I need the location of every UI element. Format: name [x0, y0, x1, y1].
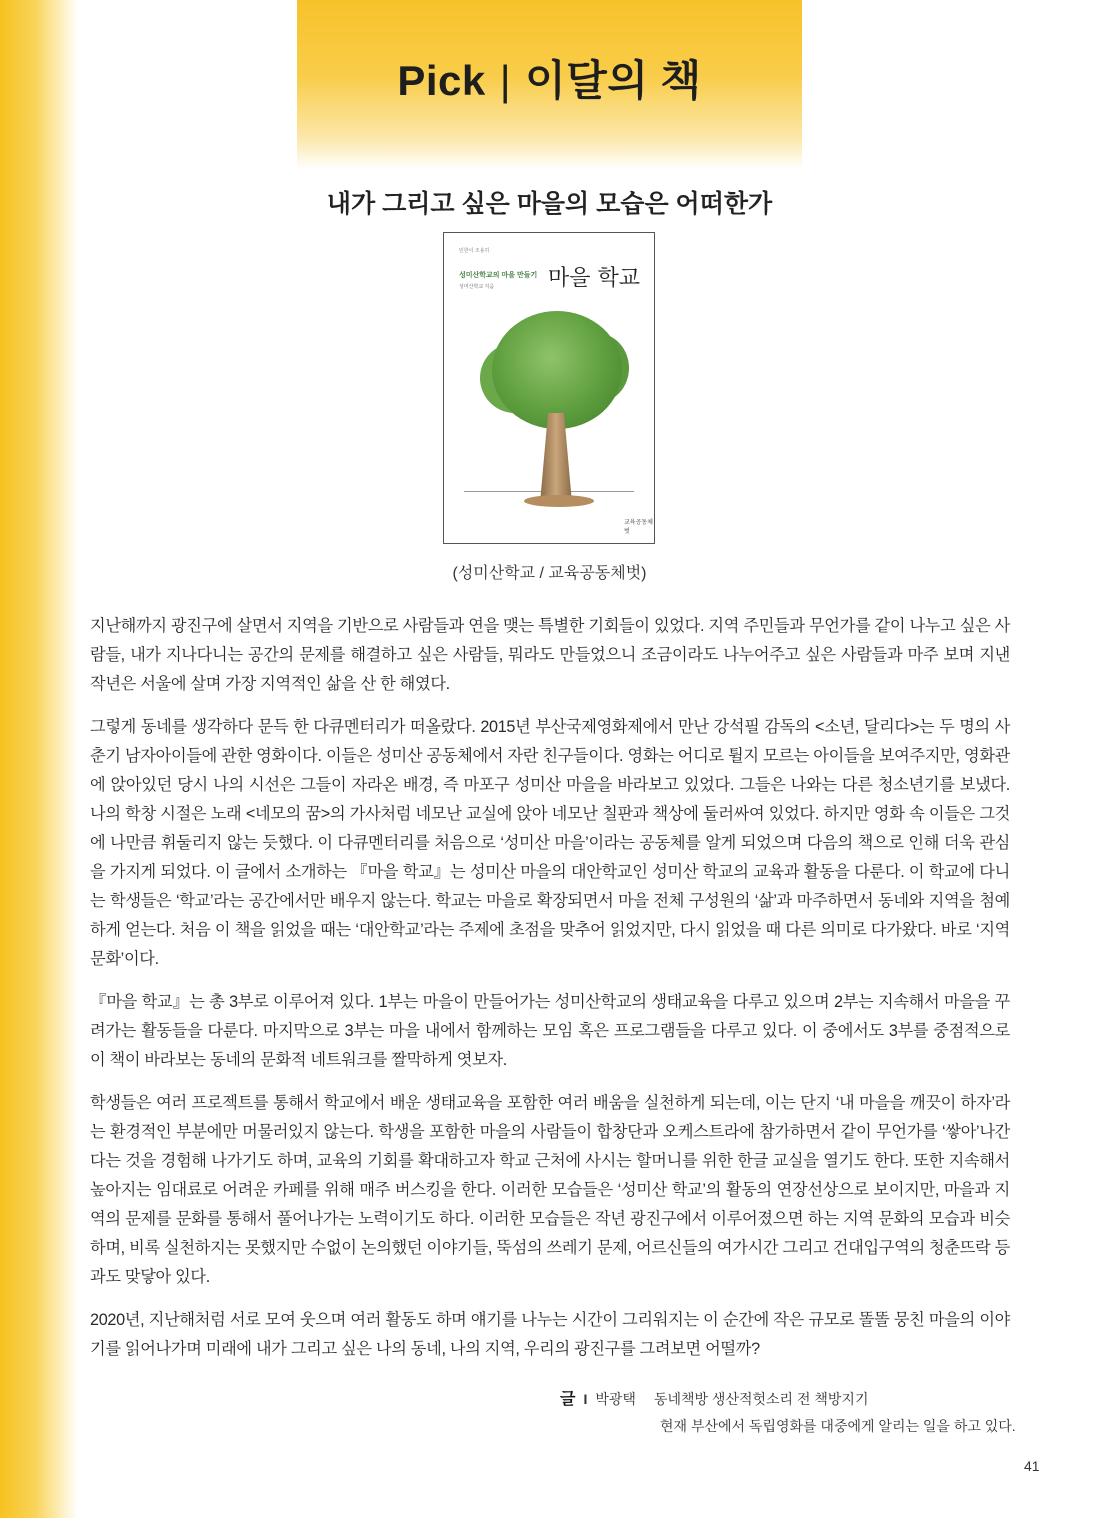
author-bio-2: 현재 부산에서 독립영화를 대중에게 알리는 일을 하고 있다.: [660, 1418, 1016, 1434]
book-cover-image: [443, 232, 655, 544]
tree-canopy: [492, 311, 622, 429]
paragraph: 2020년, 지난해처럼 서로 모여 웃으며 여러 활동도 하며 얘기를 나누는 시간이 그리워지는 이 순간에 작은 규모로 똘똘 뭉친 마을의 이야기를 읽어나가며 미래에 내가 그리고 싶은 나의 동네, 나의 지역, 우리의 광진구를 그려보면 어떨까?: [90, 1311, 1010, 1358]
cover-series: 성미산학교의 마을 만들기: [459, 272, 538, 279]
article-title: 내가 그리고 싶은 마을의 모습은 어떠한가: [326, 190, 773, 218]
section-name: 이달의 책: [525, 57, 702, 104]
byline-separator: I: [583, 1391, 588, 1407]
cover-top-text: 민한이 조용히: [459, 248, 490, 254]
author-byline: [560, 1386, 1016, 1439]
author-bio-1: 동네책방 생산적헛소리 전 책방지기: [653, 1391, 869, 1407]
article-body: [90, 612, 1010, 1378]
paragraph: 『마을 학교』는 총 3부로 이루어져 있다. 1부는 마을이 만들어가는 성미산학교의 생태교육을 다루고 있으며 2부는 지속해서 마을을 꾸려가는 활동들을 다룬다. 마지막으로 3부는 마을 내에서 함께하는 모임 혹은 프로그램들을 다루고 있다. 이 중에서도 3부를 중점적으로 이 책이 바라보는 동네의 문화적 네트워크를 짤막하게 엿보자.: [90, 993, 1010, 1069]
paragraph: 지난해까지 광진구에 살면서 지역을 기반으로 사람들과 연을 맺는 특별한 기회들이 있었다. 지역 주민들과 무언가를 같이 나누고 싶은 사람들, 내가 지나다니는 공간의 문제를 해결하고 싶은 사람들, 뭐라도 만들었으니 조금이라도 나누어주고 싶은 사람들과 마주 보며 지낸 작년은 서울에 살며 가장 지역적인 삶을 산 한 해였다.: [90, 617, 1010, 693]
pick-label: Pick: [397, 57, 486, 104]
side-color-strip: [0, 0, 78, 1518]
paragraph: 학생들은 여러 프로젝트를 통해서 학교에서 배운 생태교육을 포함한 여러 배움을 실천하게 되는데, 이는 단지 ‘내 마을을 깨끗이 하자’라는 환경적인 부분에만 머물러있지 않는다. 학생을 포함한 마을의 사람들이 합창단과 오케스트라에 참가하면서 같이 무언가를 ‘쌓아’나간다는 것을 경험해 나가기도 하며, 교육의 기회를 확대하고자 학교 근처에 사시는 할머니를 위한 한글 교실을 열기도 한다. 또한 지속해서 높아지는 임대료로 어려운 카페를 위해 매주 버스킹을 한다. 이러한 모습들은 ‘성미산 학교’의 활동의 연장선상으로 보이지만, 마을과 지역의 문제를 문화를 통해서 풀어나가는 노력이기도 하다. 이러한 모습들은 작년 광진구에서 이루어졌으면 하는 지역 문화의 모습과 비슷하며, 비록 실천하지는 못했지만 수없이 논의했던 이야기들, 뚝섬의 쓰레기 문제, 어르신들의 여가시간 그리고 건대입구역의 청춘뜨락 등과도 맞닿아 있다.: [90, 1094, 1010, 1286]
byline-label: 글: [560, 1391, 576, 1408]
book-caption: (성미산학교 / 교육공동체벗): [452, 565, 647, 582]
section-header: [297, 0, 802, 170]
page-number: 41: [1024, 1458, 1040, 1474]
cover-publisher-logo: 교육공동체벗: [624, 520, 653, 535]
section-title: [297, 48, 802, 108]
tree-roots: [524, 495, 594, 507]
title-separator: |: [499, 57, 512, 104]
cover-title: 마을 학교: [548, 266, 641, 291]
paragraph: 그렇게 동네를 생각하다 문득 한 다큐멘터리가 떠올랐다. 2015년 부산국제영화제에서 만난 강석필 감독의 <소년, 달리다>는 두 명의 사춘기 남자아이들에 관한 영화이다. 이들은 성미산 공동체에서 자란 친구들이다. 영화는 어디로 튈지 모르는 아이들을 보여주지만, 영화관에 앉아있던 당시 나의 시선은 그들이 자라온 배경, 즉 마포구 성미산 마을을 바라보고 있었다. 그들은 나와는 다른 청소년기를 보냈다. 나의 학창 시절은 노래 <네모의 꿈>의 가사처럼 네모난 교실에 앉아 네모난 칠판과 책상에 둘러싸여 있었다. 하지만 영화 속 이들은 그것에 나만큼 휘둘리지 않는 듯했다. 이 다큐멘터리를 처음으로 ‘성미산 마을’이라는 공동체를 알게 되었으며 다음의 책으로 인해 더욱 관심을 가지게 되었다. 이 글에서 소개하는 『마을 학교』는 성미산 마을의 대안학교인 성미산 학교의 교육과 활동을 다룬다. 이 학교에 다니는 학생들은 ‘학교’라는 공간에서만 배우지 않는다. 학교는 마을로 확장되면서 마을 전체 구성원의 ‘삶’과 마주하면서 동네와 지역을 첨예하게 얻는다. 처음 이 책을 읽었을 때는 ‘대안학교’라는 주제에 초점을 맞추어 읽었지만, 다시 읽었을 때 다른 의미로 다가왔다. 바로 ‘지역 문화’이다.: [90, 718, 1010, 968]
cover-author: 성미산학교 지음: [459, 284, 495, 290]
author-name: 박광택: [595, 1391, 636, 1407]
